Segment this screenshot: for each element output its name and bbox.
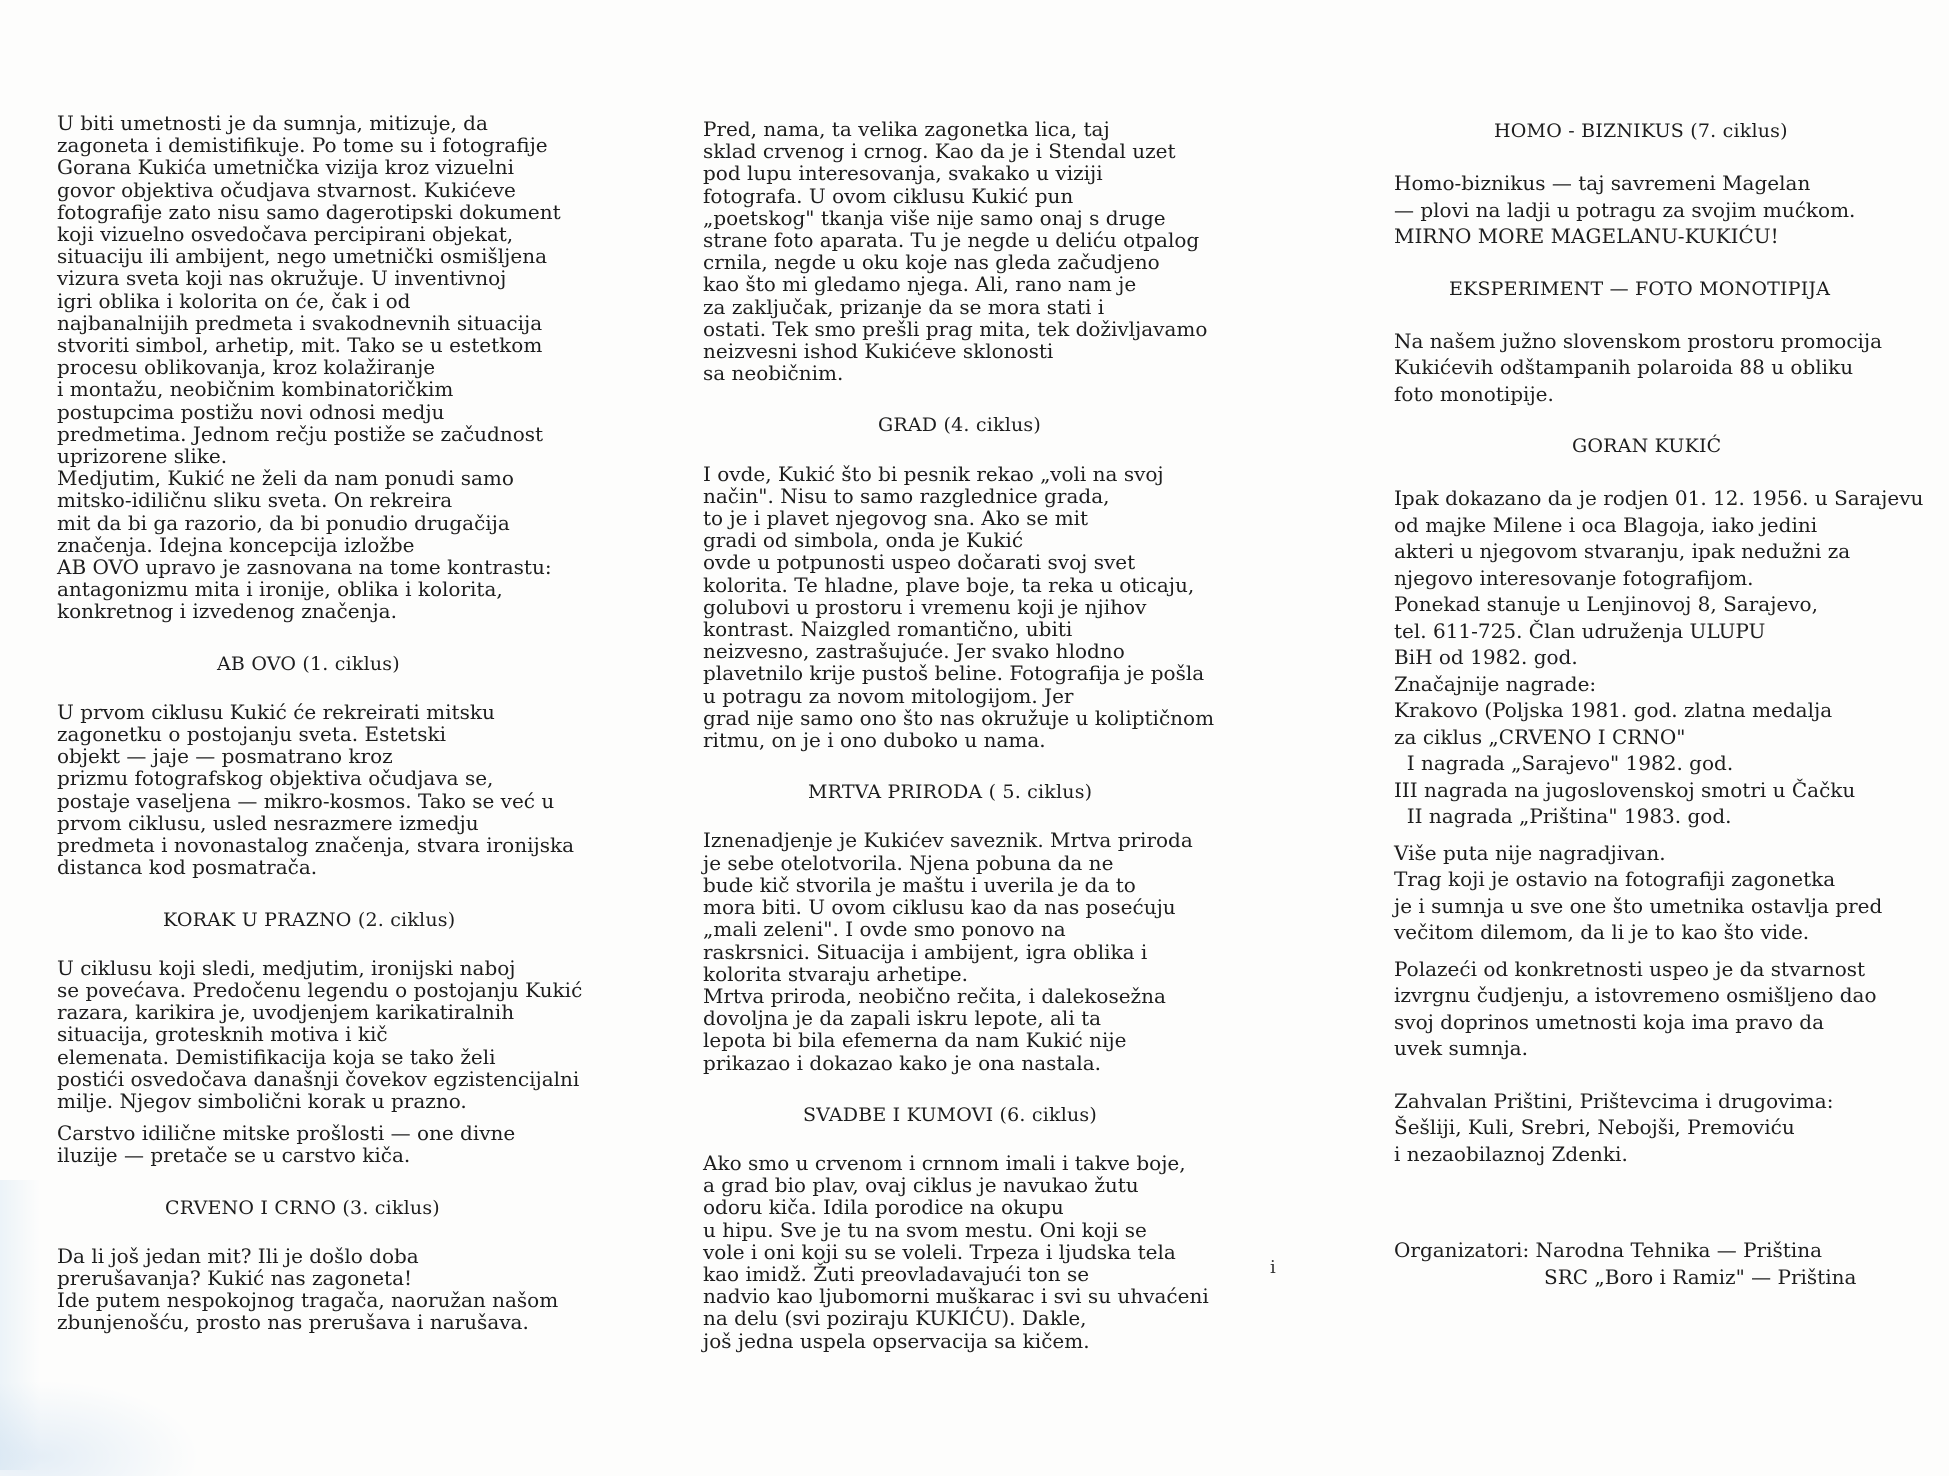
text-line: izvrgnu čudjenju, a istovremeno osmišljeno dao [1394, 983, 1877, 1007]
text-line: sa neobičnim. [703, 361, 844, 386]
text-line: koji vizuelno osvedočava percipirani objekat, [57, 222, 514, 247]
text-line: neizvesni ishod Kukićeve sklonosti [703, 339, 1054, 364]
text-line: situacija, grotesknih motiva i kič [57, 1022, 388, 1047]
text-line: bude kič stvorila je maštu i uverila je da to [703, 872, 1136, 897]
text-line: razara, karikira je, uvodjenjem karikatiralnih [57, 1000, 515, 1025]
text-line: III nagrada na jugoslovenskoj smotri u Čačku [1394, 777, 1856, 802]
organizers-line-1: Organizatori: Narodna Tehnika — Priština [1394, 1238, 1822, 1262]
text-line: prizmu fotografskog objektiva očudjava se, [57, 766, 494, 791]
ab-ovo-paragraph [57, 701, 577, 879]
text-line: Krakovo (Poljska 1981. god. zlatna medalja [1394, 698, 1833, 722]
column-left [57, 111, 583, 1335]
text-line: Ipak dokazano da je rodjen 01. 12. 1956. u Sarajevu [1394, 486, 1924, 510]
text-line: nadvio kao ljubomorni muškarac i svi su uhvaćeni [703, 1284, 1209, 1309]
column-middle [703, 118, 1263, 1352]
text-line: i nezaobilaznoj Zdenki. [1394, 1141, 1628, 1166]
biography-paragraph [1394, 485, 1924, 750]
heading-eksperiment: EKSPERIMENT — FOTO MONOTIPIJA [1449, 277, 1831, 300]
text-line: Homo-biznikus — taj savremeni Magelan [1394, 171, 1811, 195]
text-line: kao što mi gledamo njega. Ali, rano nam je [703, 272, 1137, 297]
text-line: vizura sveta koji nas okružuje. U inventivnoj [57, 266, 507, 291]
stray-mark: i [1270, 1257, 1276, 1278]
text-line: ostati. Tek smo prešli prag mita, tek doživljavamo [703, 316, 1208, 341]
text-line: fotografa. U ovom ciklusu Kukić pun [703, 183, 1074, 208]
text-line: kolorita stvaraju arhetipe. [703, 961, 968, 986]
text-line: uprizorene slike. [57, 444, 228, 469]
scan-edge-tint [0, 1180, 40, 1470]
text-line: kao imidž. Žuti preovladavajući ton se [703, 1261, 1090, 1286]
text-line: tel. 611-725. Član udruženja ULUPU [1394, 618, 1766, 643]
text-line: lepota bi bila efemerna da nam Kukić nije [703, 1028, 1127, 1053]
text-line: BiH od 1982. god. [1394, 645, 1578, 669]
text-line: od majke Milene i oca Blagoja, iako jedini [1394, 512, 1818, 537]
text-line: Polazeći od konkretnosti uspeo je da stvarnost [1394, 956, 1866, 981]
heading-goran-kukic: GORAN KUKIĆ [1572, 435, 1722, 457]
text-line: — plovi na ladji u potragu za svojim mućkom. [1394, 197, 1856, 222]
text-line: neizvesno, zastrašujuće. Jer svako hlodno [703, 639, 1125, 664]
text-line: najbanalnijih predmeta i svakodnevnih situacija [57, 310, 543, 335]
text-line: mora biti. U ovom ciklusu kao da nas posećuju [703, 895, 1176, 920]
text-line: foto monotipije. [1394, 381, 1554, 406]
heading-ab-ovo: AB OVO (1. ciklus) [217, 652, 400, 675]
text-line: raskrsnici. Situacija i ambijent, igra oblika i [703, 939, 1148, 964]
mrtva-paragraph [703, 829, 1263, 1073]
organizers-line-2: SRC „Boro i Ramiz" — Priština [1544, 1264, 1857, 1289]
text-line: postupcima postižu novi odnosi medju [57, 399, 445, 424]
text-line: Gorana Kukića umetnička vizija kroz vizuelni [57, 155, 514, 180]
text-line: to je i plavet njegovog sna. Ako se mit [703, 506, 1089, 531]
text-line: Na našem južno slovenskom prostoru promocija [1394, 328, 1883, 353]
crveno-paragraph [57, 1245, 577, 1334]
text-line: predmeta i novonastalog značenja, stvara ironijska [57, 833, 575, 858]
text-line: u hipu. Sve je tu na svom mestu. Oni koji se [703, 1217, 1147, 1242]
intro-paragraph [57, 112, 577, 623]
text-line: se povećava. Predočenu legendu o postojanju Kukić [57, 977, 583, 1002]
text-line: iluzije — pretače se u carstvo kiča. [57, 1143, 411, 1168]
text-line: Značajnije nagrade: [1394, 671, 1597, 696]
text-line: crnila, negde u oku koje nas gleda začudjeno [703, 250, 1160, 275]
text-line: pod lupu interesovanja, svakako u viziji [703, 161, 1103, 186]
text-line: svoj doprinos umetnosti koja ima pravo da [1394, 1009, 1824, 1034]
text-line: Ponekad stanuje u Lenjinovoj 8, Sarajevo, [1394, 592, 1818, 616]
text-line: na delu (svi poziraju KUKIĆU). Dakle, [703, 1306, 1087, 1331]
text-line: odoru kiča. Idila porodice na okupu [703, 1195, 1064, 1220]
heading-crveno-i-crno: CRVENO I CRNO (3. ciklus) [165, 1196, 440, 1219]
text-line: uvek sumnja. [1394, 1036, 1528, 1060]
text-line: predmetima. Jednom rečju postiže se začudnost [57, 421, 544, 446]
text-line: I ovde, Kukić što bi pesnik rekao „voli na svoj [703, 461, 1164, 486]
text-line: MIRNO MORE MAGELANU-KUKIĆU! [1394, 224, 1779, 248]
closing-paragraph-3 [1394, 956, 1914, 1062]
text-line: Kukićevih odštampanih polaroida 88 u obliku [1394, 355, 1854, 379]
text-line: za zaključak, prizanje da se mora stati i [703, 294, 1105, 319]
text-line: kontrast. Naizgled romantično, ubiti [703, 617, 1073, 642]
text-line: prerušavanja? Kukić nas zagoneta! [57, 1265, 413, 1290]
text-line: Iznenadjenje je Kukićev saveznik. Mrtva priroda [703, 828, 1193, 853]
text-line: stvoriti simbol, arhetip, mit. Tako se u estetkom [57, 333, 543, 358]
text-line: Ide putem nespokojnog tragača, naoružan našom [57, 1288, 559, 1313]
heading-svadbe-i-kumovi: SVADBE I KUMOVI (6. ciklus) [803, 1103, 1097, 1126]
text-line: II nagrada „Priština" 1983. god. [1394, 804, 1732, 828]
text-line: način". Nisu to samo razglednice grada, [703, 483, 1110, 508]
heading-homo-biznikus: HOMO - BIZNIKUS (7. ciklus) [1494, 120, 1788, 142]
text-line: situaciju ili ambijent, nego umetnički osmišljena [57, 244, 547, 269]
text-line: kolorita. Te hladne, plave boje, ta reka u oticaju, [703, 572, 1195, 597]
text-line: I nagrada „Sarajevo" 1982. god. [1394, 751, 1734, 775]
text-line: ritmu, on je i ono duboko u nama. [703, 728, 1046, 753]
closing-paragraph-1 [1394, 840, 1914, 867]
text-line: „mali zeleni". I ovde smo ponovo na [703, 917, 1066, 942]
text-line: gradi od simbola, onda je Kukić [703, 528, 1024, 553]
text-line: Više puta nije nagradjivan. [1394, 840, 1666, 865]
text-line: elemenata. Demistifikacija koja se tako želi [57, 1044, 496, 1069]
text-line: U ciklusu koji sledi, medjutim, ironijski naboj [57, 955, 516, 980]
text-line: akteri u njegovom stvaranju, ipak nedužni za [1394, 539, 1851, 563]
text-line: i montažu, neobičnim kombinatoričkim [57, 377, 454, 402]
column-right [1394, 118, 1924, 1290]
text-line: ovde u potpunosti uspeo dočarati svoj svet [703, 550, 1136, 575]
text-line: vole i oni koji su se voleli. Trpeza i ljudska tela [703, 1239, 1176, 1264]
text-line: antagonizmu mita i ironije, oblika i kolorita, [57, 577, 503, 602]
stendal-paragraph [703, 118, 1263, 384]
grad-paragraph [703, 463, 1263, 752]
text-line: prvom ciklusu, usled nesrazmere izmedju [57, 810, 479, 835]
text-line: fotografije zato nisu samo dagerotipski dokument [57, 199, 561, 224]
text-line: sklad crvenog i crnog. Kao da je i Stendal uzet [703, 139, 1176, 164]
text-line: Medjutim, Kukić ne želi da nam ponudi samo [57, 466, 514, 491]
korak-paragraph-2 [57, 1122, 577, 1166]
text-line: zagoneta i demistifikuje. Po tome su i fotografije [57, 133, 548, 158]
thanks-paragraph [1394, 1088, 1914, 1168]
text-line: večitom dilemom, da li je to kao što vide. [1394, 920, 1810, 944]
text-line: je i sumnja u sve one što umetnika ostavlja pred [1394, 893, 1883, 918]
text-line: Zahvalan Prištini, Prištevcima i drugovima: [1394, 1088, 1834, 1113]
text-line: „poetskog" tkanja više nije samo onaj s druge [703, 205, 1166, 230]
text-line: njegovo interesovanje fotografijom. [1394, 565, 1754, 590]
korak-paragraph [57, 955, 583, 1113]
text-line: a grad bio plav, ovaj ciklus je navukao žutu [703, 1173, 1139, 1198]
text-line: procesu oblikovanja, kroz kolažiranje [57, 355, 436, 380]
text-line: plavetnilo krije pustoš beline. Fotografija je pošla [703, 661, 1205, 686]
text-line: postaje vaseljena — mikro-kosmos. Tako se već u [57, 788, 555, 813]
text-line: u potragu za novom mitologijom. Jer [703, 683, 1074, 708]
closing-paragraph-2 [1394, 866, 1914, 946]
text-line: mitsko-idiličnu sliku sveta. On rekreira [57, 488, 453, 513]
text-line: dovoljna je da zapali iskru lepote, ali ta [703, 1006, 1102, 1031]
heading-grad: GRAD (4. ciklus) [878, 414, 1041, 437]
text-line: Ako smo u crvenom i crnnom imali i takve boje, [703, 1150, 1186, 1175]
text-line: Carstvo idilične mitske prošlosti — one divne [57, 1121, 516, 1146]
text-line: U biti umetnosti je da sumnja, mitizuje, da [57, 111, 488, 135]
text-line: igri oblika i kolorita on će, čak i od [57, 288, 411, 313]
heading-korak-u-prazno: KORAK U PRAZNO (2. ciklus) [163, 908, 456, 931]
text-line: još jedna uspela opservacija sa kičem. [703, 1328, 1090, 1353]
text-line: Trag koji je ostavio na fotografiji zagonetka [1394, 867, 1836, 891]
text-line: konkretnog i izvedenog značenja. [57, 599, 397, 624]
awards-list [1394, 750, 1914, 830]
text-line: mit da bi ga razorio, da bi ponudio drugačija [57, 510, 510, 535]
text-line: AB OVO upravo je zasnovana na tome kontrastu: [57, 555, 552, 580]
text-line: postići osvedočava današnji čovekov egzistencijalni [57, 1066, 580, 1091]
text-line: govor objektiva očudjava stvarnost. Kukićeve [57, 177, 516, 202]
text-line: je sebe otelotvorila. Njena pobuna da ne [703, 850, 1114, 875]
text-line: U prvom ciklusu Kukić će rekreirati mitsku [57, 699, 495, 724]
text-line: Pred, nama, ta velika zagonetka lica, taj [703, 117, 1110, 141]
text-line: Da li još jedan mit? Ili je došlo doba [57, 1243, 419, 1268]
text-line: prikazao i dokazao kako je ona nastala. [703, 1050, 1102, 1075]
text-line: golubovi u prostoru i vremenu koji je njihov [703, 594, 1147, 619]
text-line: zbunjenošću, prosto nas prerušava i narušava. [57, 1310, 529, 1335]
text-line: strane foto aparata. Tu je negde u deliću otpalog [703, 228, 1200, 253]
eksperiment-paragraph [1394, 328, 1914, 408]
svadbe-paragraph [703, 1152, 1263, 1352]
text-line: distanca kod posmatrača. [57, 855, 318, 880]
text-line: milje. Njegov simbolični korak u prazno. [57, 1088, 467, 1113]
text-line: grad nije samo ono što nas okružuje u koliptičnom [703, 705, 1215, 730]
text-line: Mrtva priroda, neobično rečita, i dalekosežna [703, 983, 1166, 1008]
text-line: Šešliji, Kuli, Srebri, Nebojši, Premoviću [1394, 1115, 1795, 1139]
text-line: zagonetku o postojanju sveta. Estetski [57, 722, 447, 747]
text-line: za ciklus „CRVENO I CRNO" [1394, 724, 1686, 749]
homo-paragraph [1394, 170, 1914, 250]
text-line: objekt — jaje — posmatrano kroz [57, 744, 393, 769]
text-line: značenja. Idejna koncepcija izložbe [57, 532, 415, 557]
heading-mrtva-priroda: MRTVA PRIRODA ( 5. ciklus) [808, 781, 1093, 804]
